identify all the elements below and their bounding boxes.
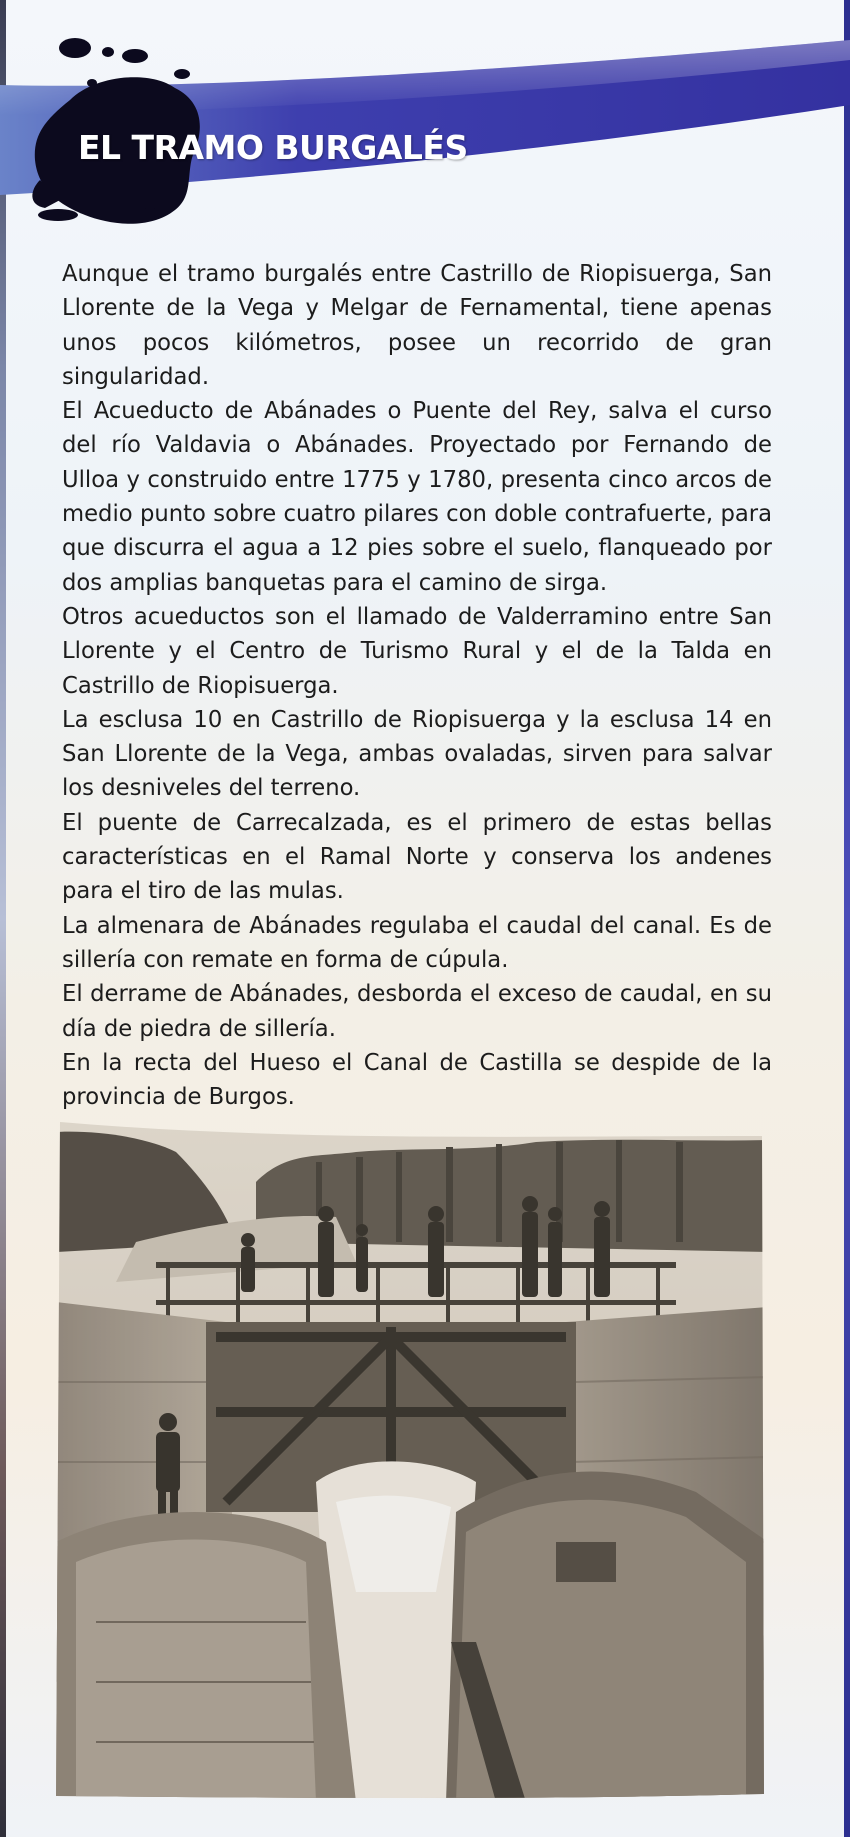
paragraph: En la recta del Hueso el Canal de Castilla se despide de la provincia de Burgos. — [62, 1049, 772, 1111]
paragraph: La almenara de Abánades regulaba el caudal del canal. Es de sillería con remate en forma de cúpula. — [62, 912, 772, 973]
paragraph: Aunque el tramo burgalés entre Castrillo de Riopisuerga, San Llorente de la Vega y Melgar de Fernamental, tiene apenas unos pocos kilómetros, posee un recorrido de gran singularidad. — [62, 261, 772, 390]
paragraph: El derrame de Abánades, desborda el exceso de caudal, en su día de piedra de sillería. — [62, 981, 772, 1042]
right-border-strip — [844, 0, 850, 1837]
paragraph: La esclusa 10 en Castrillo de Riopisuerga y la esclusa 14 en San Llorente de la Vega, ambas ovaladas, sirven para salvar los desniveles del terreno. — [62, 706, 772, 802]
page-title: EL TRAMO BURGALÉS — [78, 128, 468, 167]
paragraph: El puente de Carrecalzada, es el primero de estas bellas características en el Ramal Norte y conserva los andenes para el tiro de las mulas. — [62, 809, 772, 905]
left-border-strip — [0, 0, 6, 1837]
paragraph: Otros acueductos son el llamado de Valderramino entre San Llorente y el Centro de Turismo Rural y el de la Talda en Castrillo de Riopisuerga. — [62, 603, 772, 699]
canal-lock-photo — [56, 1122, 768, 1802]
body-text — [62, 257, 772, 1114]
paragraph: El Acueducto de Abánades o Puente del Rey, salva el curso del río Valdavia o Abánades. Proyectado por Fernando de Ulloa y construido entre 1775 y 1780, presenta cinco arcos de medio punto sobre cuatro pilares con doble contrafuerte, para que discurra el agua a 12 pies sobre el suelo, flanqueado por dos amplias banquetas para el camino de sirga. — [62, 398, 772, 596]
